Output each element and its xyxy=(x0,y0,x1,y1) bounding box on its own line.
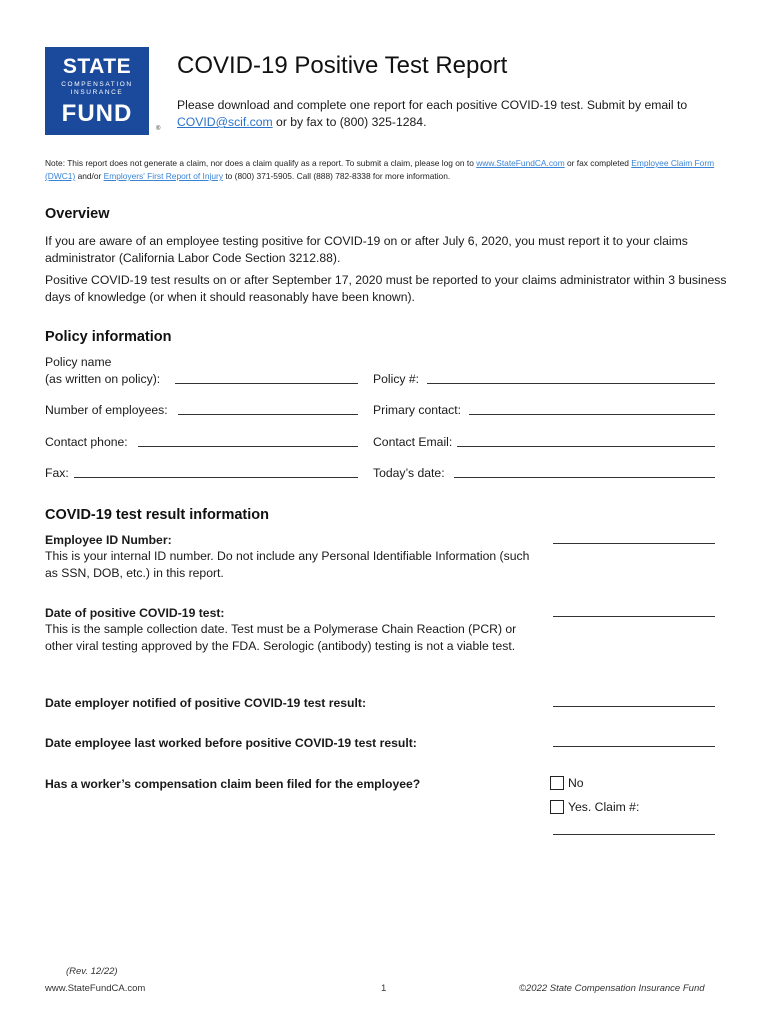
policy-number-label: Policy #: xyxy=(373,372,420,386)
page-number: 1 xyxy=(381,983,387,994)
revision-date: (Rev. 12/22) xyxy=(66,966,118,977)
primary-contact-label: Primary contact: xyxy=(373,403,462,417)
policy-name-field[interactable] xyxy=(175,383,358,384)
overview-paragraph-2: Positive COVID-19 test results on or after September 17, 2020 must be reported to your claims administrator within 3 business days of knowledge (or when it should reasonably have been known). xyxy=(45,273,727,304)
logo-compensation-insurance: COMPENSATION INSURANCE xyxy=(61,81,133,96)
overview-paragraph-1: If you are aware of an employee testing positive for COVID-19 on or after July 6, 2020, you must report it to your claims administrator (California Labor Code Section 3212.88). xyxy=(45,234,688,265)
no-checkbox[interactable] xyxy=(550,776,564,790)
fax-label: Fax: xyxy=(45,466,69,480)
employee-id-description: This is your internal ID number. Do not include any Personal Identifiable Information (such as SSN, DOB, etc.) in this report. xyxy=(45,549,530,580)
contact-phone-field[interactable] xyxy=(138,446,358,447)
num-employees-label: Number of employees: xyxy=(45,403,168,417)
policy-heading: Policy information xyxy=(45,329,172,345)
primary-contact-field[interactable] xyxy=(469,414,715,415)
no-label: No xyxy=(568,776,584,790)
employee-claim-form-link[interactable]: Employee Claim Form (DWC1) xyxy=(45,158,715,181)
overview-heading: Overview xyxy=(45,206,110,222)
intro-text: Please download and complete one report for each positive COVID-19 test. Submit by email to COVID@scif.com or by fax to (800) 325-1284. xyxy=(177,98,688,129)
policy-name-label: Policy name xyxy=(45,355,112,369)
statefund-site-link[interactable]: www.StateFundCA.com xyxy=(476,158,565,168)
policy-number-field[interactable] xyxy=(427,383,715,384)
yes-checkbox[interactable] xyxy=(550,800,564,814)
state-fund-logo xyxy=(45,47,149,135)
last-worked-label: Date employee last worked before positive COVID-19 test result: xyxy=(45,736,417,750)
positive-test-date-description: This is the sample collection date. Test must be a Polymerase Chain Reaction (PCR) or other viral testing approved by the FDA. Serologic (antibody) testing is not a viable test. xyxy=(45,622,517,653)
contact-phone-label: Contact phone: xyxy=(45,435,128,449)
logo-state: STATE xyxy=(62,55,132,78)
claim-filed-question: Has a worker’s compensation claim been filed for the employee? xyxy=(45,777,421,791)
email-link[interactable]: COVID@scif.com xyxy=(177,115,273,129)
claim-number-field[interactable] xyxy=(553,834,715,835)
num-employees-field[interactable] xyxy=(178,414,358,415)
positive-test-date-label: Date of positive COVID-19 test: xyxy=(45,606,225,620)
fax-field[interactable] xyxy=(74,477,358,478)
employer-notified-field[interactable] xyxy=(553,706,715,707)
last-worked-field[interactable] xyxy=(553,746,715,747)
contact-email-label: Contact Email: xyxy=(373,435,453,449)
note-text: Note: This report does not generate a claim, nor does a claim qualify as a report. To submit a claim, please log on to www.StateFundCA.com or fax completed Employee Claim Form (DWC1) and/or Employers' First Report of Injury to (800) 371-5905. Call (888) 782-8338 for more information. xyxy=(45,158,715,181)
logo-fund: FUND xyxy=(61,100,133,127)
todays-date-field[interactable] xyxy=(454,477,715,478)
todays-date-label: Today’s date: xyxy=(373,466,445,480)
contact-email-field[interactable] xyxy=(457,446,715,447)
positive-test-date-field[interactable] xyxy=(553,616,715,617)
copyright: ©2022 State Compensation Insurance Fund xyxy=(519,983,705,994)
registered-mark: ® xyxy=(156,126,161,132)
test-heading: COVID-19 test result information xyxy=(45,507,269,523)
footer-site: www.StateFundCA.com xyxy=(45,983,146,994)
employee-id-field[interactable] xyxy=(553,543,715,544)
policy-name-sublabel: (as written on policy): xyxy=(45,372,161,386)
page-title: COVID-19 Positive Test Report xyxy=(177,52,508,79)
employee-id-label: Employee ID Number: xyxy=(45,533,172,547)
first-report-of-injury-link[interactable]: Employers' First Report of Injury xyxy=(103,171,224,181)
employer-notified-label: Date employer notified of positive COVID-19 test result: xyxy=(45,696,366,710)
yes-claim-label: Yes. Claim #: xyxy=(568,800,640,814)
